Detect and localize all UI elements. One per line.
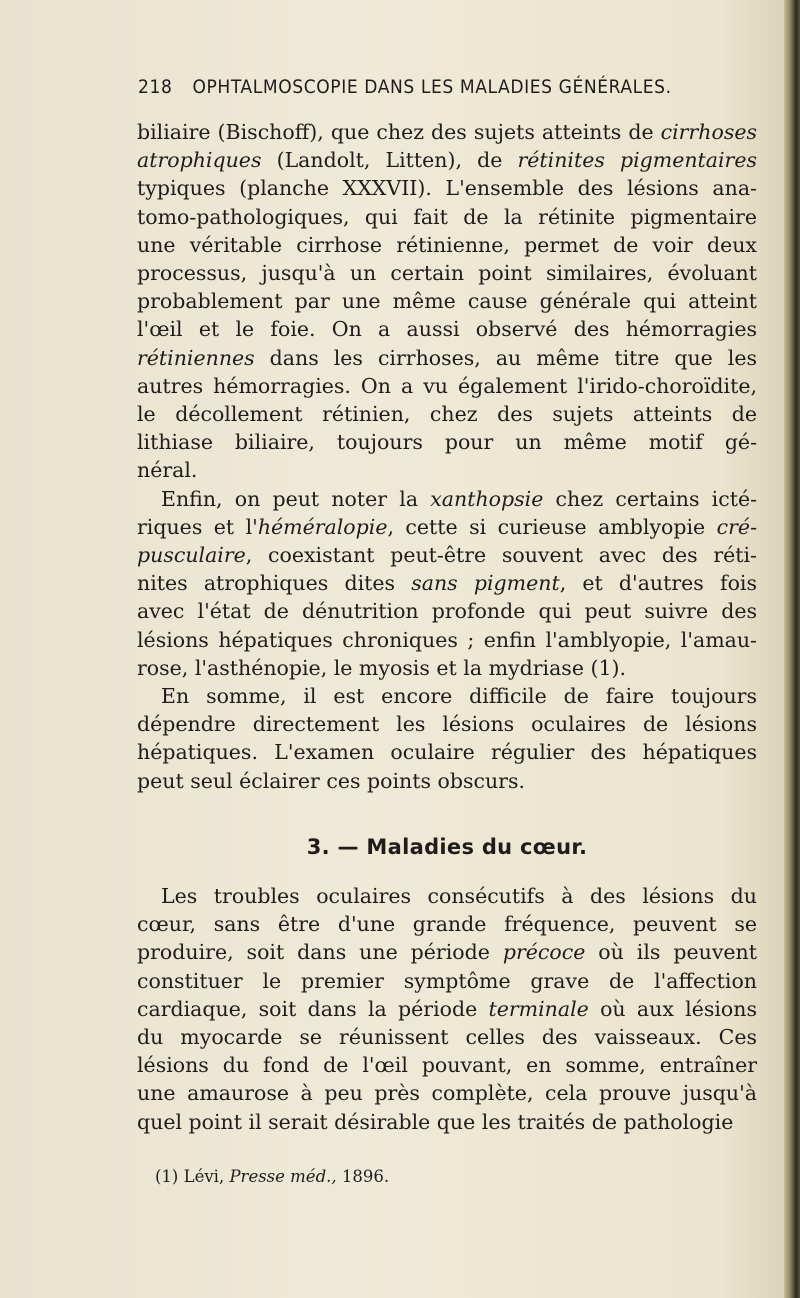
paragraph <box>137 882 757 1136</box>
text-line: une véritable cirrhose rétinienne, permet de voir deux <box>137 232 757 257</box>
text-line: produire, soit dans une période précoce où ils peuvent <box>137 940 757 965</box>
footnote-year: 1896. <box>341 1167 390 1186</box>
paragraph <box>137 682 757 795</box>
running-head <box>138 76 758 102</box>
text-line: constituer le premier symptôme grave de l'affection <box>137 968 757 993</box>
text-line: atrophiques (Landolt, Litten), de rétinites pigmentaires <box>137 148 757 173</box>
text-line: typiques (planche XXXVII). L'ensemble des lésions ana- <box>137 176 757 201</box>
text-line: cœur, sans être d'une grande fréquence, peuvent se <box>137 912 757 937</box>
text-line: rose, l'asthénopie, le myosis et la mydriase (1). <box>137 655 627 680</box>
text-line: néral. <box>137 458 198 483</box>
text-line: hépatiques. L'examen oculaire régulier des hépatiques <box>137 740 757 765</box>
footnote-journal: Presse méd., <box>229 1167 337 1186</box>
text-line: l'œil et le foie. On a aussi observé des hémorragies <box>137 317 757 342</box>
text-line: Enfin, on peut noter la xanthopsie chez certains icté- <box>161 486 758 511</box>
section-heading: 3. — Maladies du cœur. <box>306 835 588 859</box>
text-line: peut seul éclairer ces points obscurs. <box>137 768 525 793</box>
text-line: lésions du fond de l'œil pouvant, en somme, entraîner <box>137 1053 757 1078</box>
text-line: lithiase biliaire, toujours pour un même motif gé- <box>137 430 757 455</box>
paragraph <box>137 118 757 485</box>
footnote-author: Lévi, <box>183 1167 225 1186</box>
body-text-lower <box>137 882 757 1136</box>
page-number: 218 <box>138 76 173 98</box>
text-line: cardiaque, soit dans la période terminale où aux lésions <box>137 996 757 1021</box>
text-line: probablement par une même cause générale qui atteint <box>137 289 757 314</box>
text-line: du myocarde se réunissent celles des vaisseaux. Ces <box>137 1025 757 1050</box>
text-line: riques et l'héméralopie, cette si curieuse amblyopie cré- <box>137 514 757 539</box>
paragraph <box>137 485 757 682</box>
text-line: tomo-pathologiques, qui fait de la rétinite pigmentaire <box>137 204 757 229</box>
text-line: une amaurose à peu près complète, cela prouve jusqu'à <box>137 1081 757 1106</box>
text-line: avec l'état de dénutrition profonde qui peut suivre des <box>137 599 757 624</box>
text-line: quel point il serait désirable que les traités de pathologie <box>137 1109 734 1134</box>
text-line: nites atrophiques dites sans pigment, et d'autres fois <box>137 571 757 596</box>
text-line: lésions hépatiques chroniques ; enfin l'amblyopie, l'amau- <box>137 627 757 652</box>
footnote <box>155 1167 655 1186</box>
text-line: En somme, il est encore difficile de faire toujours <box>161 684 757 709</box>
text-line: Les troubles oculaires consécutifs à des lésions du <box>161 884 757 908</box>
text-line: processus, jusqu'à un certain point similaires, évoluant <box>137 261 757 286</box>
page-edge-shadow <box>784 0 800 1298</box>
text-line: le décollement rétinien, chez des sujets atteints de <box>137 402 757 427</box>
text-line: dépendre directement les lésions oculaires de lésions <box>137 712 757 737</box>
text-line: rétiniennes dans les cirrhoses, au même titre que les <box>137 345 757 370</box>
running-title: OPHTALMOSCOPIE DANS LES MALADIES GÉNÉRALES. <box>192 76 672 98</box>
text-line: autres hémorragies. On a vu également l'irido-choroïdite, <box>137 373 757 398</box>
text-line: pusculaire, coexistant peut-être souvent avec des réti- <box>137 543 757 568</box>
text-line: biliaire (Bischoff), que chez des sujets atteints de cirrhoses <box>137 120 757 144</box>
body-text-upper <box>137 118 757 795</box>
footnote-marker: (1) <box>155 1167 179 1186</box>
